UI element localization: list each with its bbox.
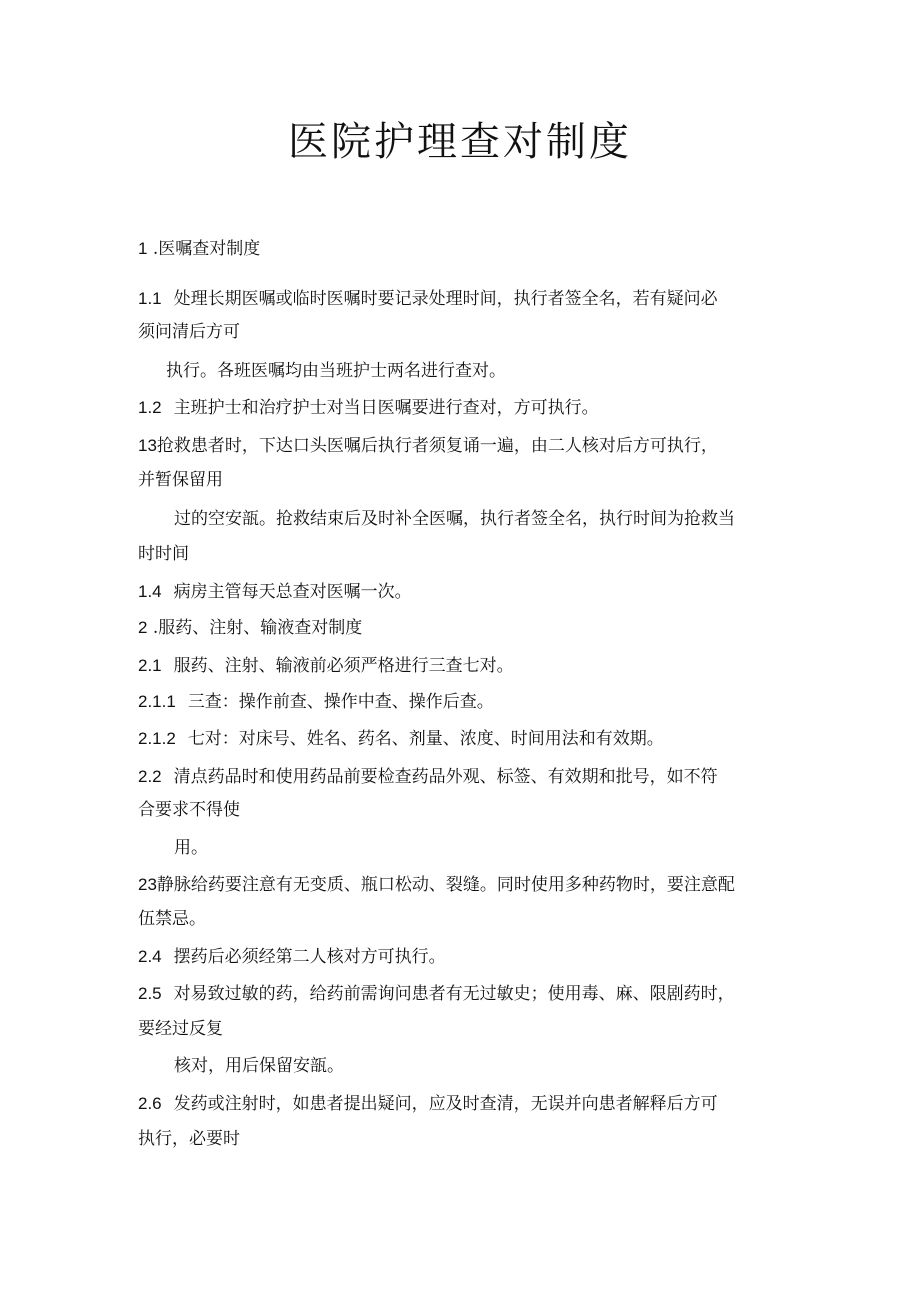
clause-2-1 [138,654,514,678]
clause-text: 发药或注射时，如患者提出疑问，应及时查清，无误并向患者解释后方可 [173,1094,718,1114]
clause-1-1-continuation [138,320,240,344]
clause-2-6 [138,1092,718,1116]
clause-1-4 [138,580,412,604]
clause-number: 2.5 [138,984,162,1003]
document-title: 医院护理查对制度 [288,119,632,165]
clause-number: 2.1.1 [138,692,176,711]
clause-number: 23 [138,875,157,894]
clause-number: 1.4 [138,582,162,601]
clause-text: 合要求不得使 [138,800,240,820]
section-heading-2 [138,616,362,640]
clause-2-2 [138,765,718,789]
clause-1-3-continuation [138,542,189,566]
clause-2-5-continuation [138,1017,223,1041]
section-number: 2 [138,618,148,637]
section-heading-1 [138,237,260,261]
clause-number: 2.1 [138,656,162,675]
clause-1-3 [138,434,718,458]
section-number: 1 [138,239,148,258]
clause-text: 用。 [174,838,208,858]
clause-number: 2.6 [138,1094,162,1113]
clause-text: 病房主管每天总查对医嘱一次。 [173,582,412,602]
clause-number: 2.2 [138,767,162,786]
clause-text: 核对，用后保留安瓿。 [174,1056,344,1076]
clause-1-1-continuation [166,359,506,383]
clause-text: 须问清后方可 [138,322,240,342]
clause-text: 时时间 [138,544,189,564]
clause-2-2-continuation [138,798,240,822]
clause-number: 1.1 [138,289,162,308]
clause-2-1-2 [138,727,664,751]
clause-text: 清点药品时和使用药品前要检查药品外观、标签、有效期和批号，如不符 [173,767,718,787]
clause-text: 服药、注射、输液前必须严格进行三查七对。 [173,656,514,676]
clause-number: 2.4 [138,947,162,966]
clause-text: 并暂保留用 [138,470,223,490]
clause-text: 过的空安瓿。抢救结束后及时补全医嘱，执行者签全名，执行时间为抢救当 [174,509,735,529]
clause-text: 静脉给药要注意有无变质、瓶口松动、裂缝。同时使用多种药物时，要注意配 [156,875,735,895]
clause-text: 执行。各班医嘱均由当班护士两名进行查对。 [166,361,506,381]
clause-text: 主班护士和治疗护士对当日医嘱要进行查对，方可执行。 [173,398,599,418]
clause-2-5-continuation [174,1054,344,1078]
clause-1-2 [138,396,599,420]
section-heading-text: .医嘱查对制度 [147,239,261,259]
clause-text: 要经过反复 [138,1019,223,1039]
clause-number: 2.1.2 [138,729,176,748]
clause-2-4 [138,945,446,969]
clause-2-1-1 [138,690,494,714]
clause-text: 伍禁忌。 [138,909,206,929]
clause-text: 对易致过敏的药，给药前需询问患者有无过敏史；使用毒、麻、限剧药时， [173,984,735,1004]
clause-2-5 [138,982,735,1006]
clause-1-1 [138,287,718,311]
clause-number: 13 [138,436,157,455]
clause-text: 摆药后必须经第二人核对方可执行。 [173,947,446,967]
clause-text: 三查：操作前查、操作中查、操作后查。 [187,692,494,712]
clause-text: 处理长期医嘱或临时医嘱时要记录处理时间，执行者签全名，若有疑问必 [173,289,718,309]
clause-1-3-continuation [174,507,735,531]
section-heading-text: .服药、注射、输液查对制度 [147,618,363,638]
clause-number: 1.2 [138,398,162,417]
clause-text: 七对：对床号、姓名、药名、剂量、浓度、时间用法和有效期。 [187,729,664,749]
clause-2-6-continuation [138,1127,240,1151]
clause-2-3-continuation [138,907,206,931]
clause-text: 抢救患者时，下达口头医嘱后执行者须复诵一遍，由二人核对后方可执行， [156,436,718,456]
clause-2-3 [138,873,735,897]
clause-2-2-continuation [174,836,208,860]
clause-1-3-continuation [138,468,223,492]
clause-text: 执行，必要时 [138,1129,240,1149]
